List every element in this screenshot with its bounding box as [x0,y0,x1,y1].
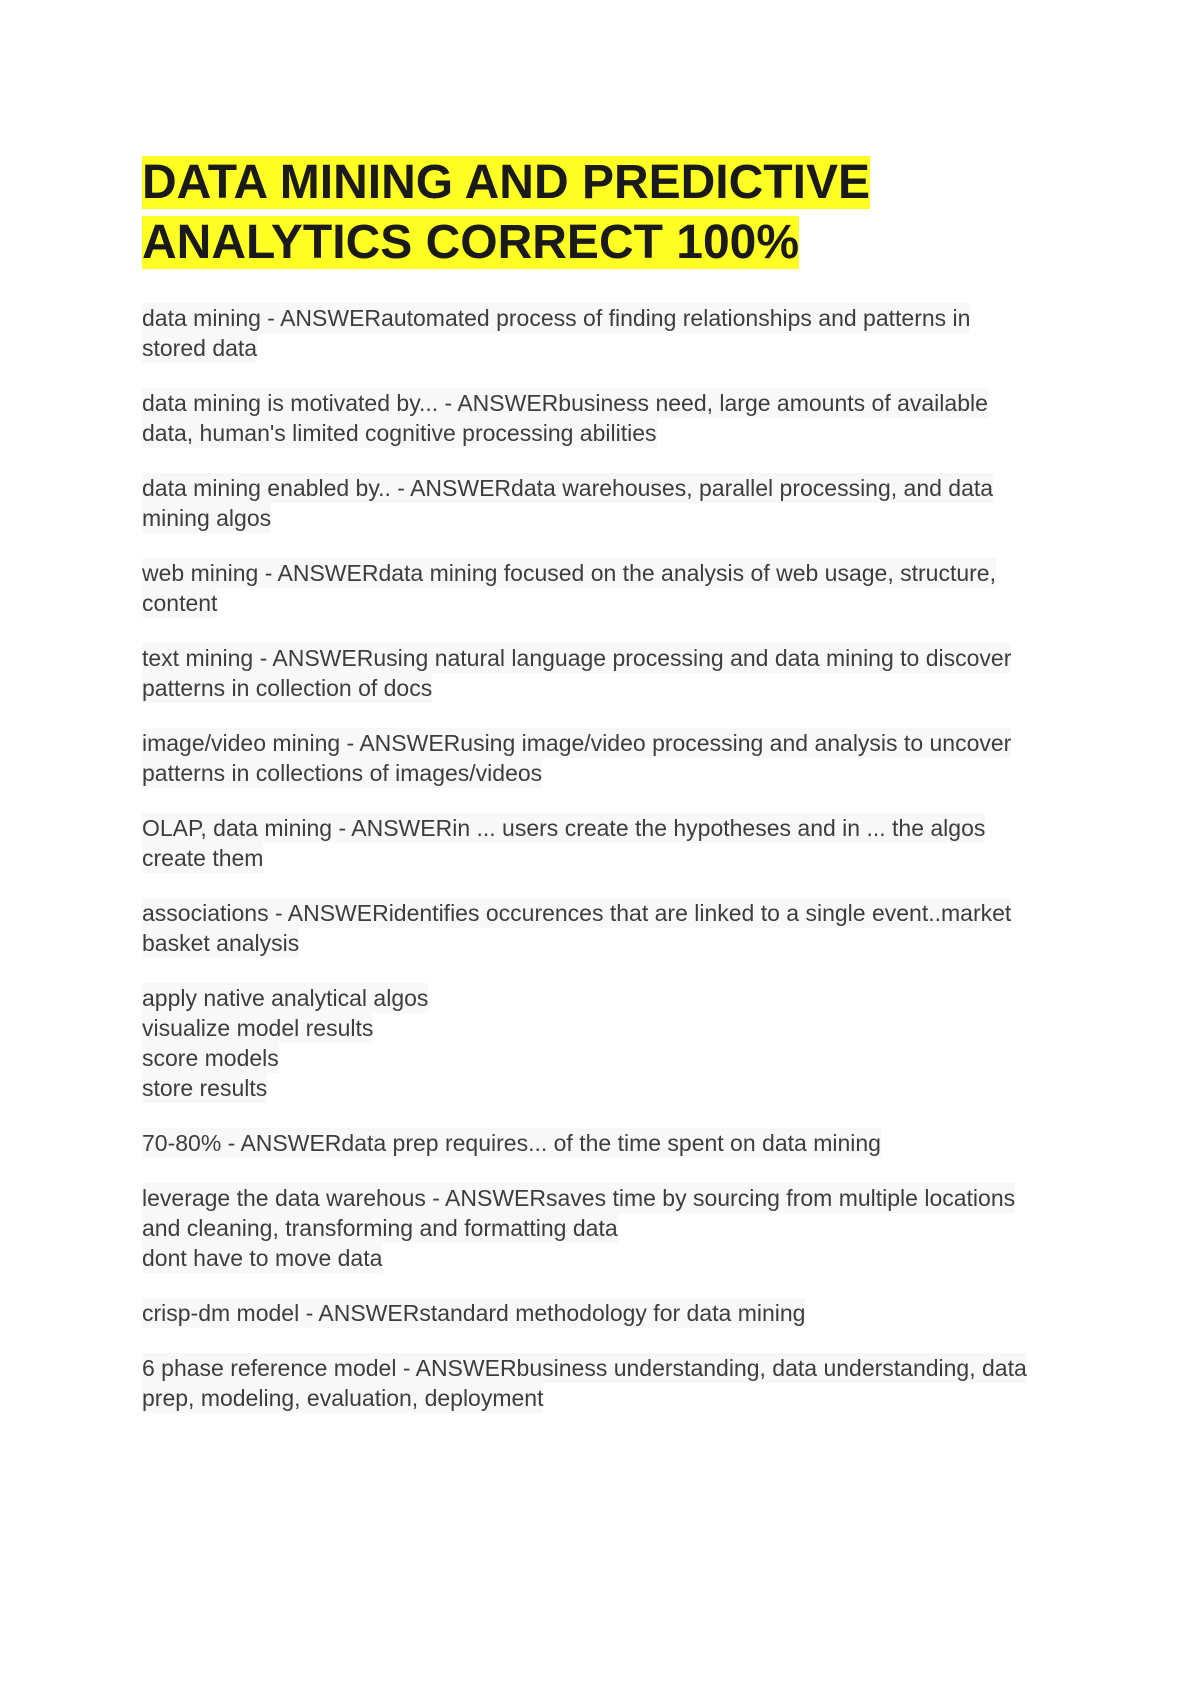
entry-text-line: basket analysis [142,930,300,956]
entry-text-line: mining algos [142,505,272,531]
entry-text-line: image/video mining - ANSWERusing image/video processing and analysis to uncover [142,730,1012,756]
qa-entry [142,728,1082,788]
qa-entry [142,898,1082,958]
entry-text-line: visualize model results [142,1015,374,1041]
qa-entry [142,558,1082,618]
entry-text-line: text mining - ANSWERusing natural language processing and data mining to discover [142,645,1012,671]
entry-text-line: create them [142,845,264,871]
document-title [142,153,1082,273]
qa-entry [142,303,1082,363]
title-line: DATA MINING AND PREDICTIVE [142,156,870,209]
entry-text-line: leverage the data warehous - ANSWERsaves time by sourcing from multiple locations [142,1185,1016,1211]
entry-text-line: web mining - ANSWERdata mining focused on the analysis of web usage, structure, [142,560,996,586]
entry-text-line: apply native analytical algos [142,985,429,1011]
document-page [142,153,1082,1438]
qa-entry [142,643,1082,703]
qa-entry [142,473,1082,533]
entry-text-line: store results [142,1075,268,1101]
entry-text-line: and cleaning, transforming and formatting data [142,1215,618,1241]
title-line: ANALYTICS CORRECT 100% [142,216,800,269]
entry-text-line: patterns in collection of docs [142,675,433,701]
entry-text-line: 6 phase reference model - ANSWERbusiness understanding, data understanding, data [142,1355,1027,1381]
qa-entry [142,1128,1082,1158]
entry-text-line: 70-80% - ANSWERdata prep requires... of the time spent on data mining [142,1130,881,1156]
qa-entry [142,1298,1082,1328]
qa-entry-list [142,303,1082,1413]
entry-text-line: stored data [142,335,258,361]
qa-entry [142,1353,1082,1413]
entry-text-line: prep, modeling, evaluation, deployment [142,1385,544,1411]
entry-text-line: data, human's limited cognitive processing abilities [142,420,657,446]
entry-text-line: patterns in collections of images/videos [142,760,543,786]
entry-text-line: data mining - ANSWERautomated process of finding relationships and patterns in [142,305,971,331]
qa-entry [142,388,1082,448]
entry-text-line: score models [142,1045,279,1071]
entry-text-line: associations - ANSWERidentifies occurences that are linked to a single event..market [142,900,1012,926]
entry-text-line: crisp-dm model - ANSWERstandard methodology for data mining [142,1300,806,1326]
entry-text-line: OLAP, data mining - ANSWERin ... users create the hypotheses and in ... the algos [142,815,986,841]
qa-entry [142,983,1082,1103]
entry-text-line: content [142,590,218,616]
qa-entry [142,813,1082,873]
qa-entry [142,1183,1082,1273]
entry-text-line: dont have to move data [142,1245,383,1271]
entry-text-line: data mining is motivated by... - ANSWERbusiness need, large amounts of available [142,390,988,416]
entry-text-line: data mining enabled by.. - ANSWERdata warehouses, parallel processing, and data [142,475,994,501]
